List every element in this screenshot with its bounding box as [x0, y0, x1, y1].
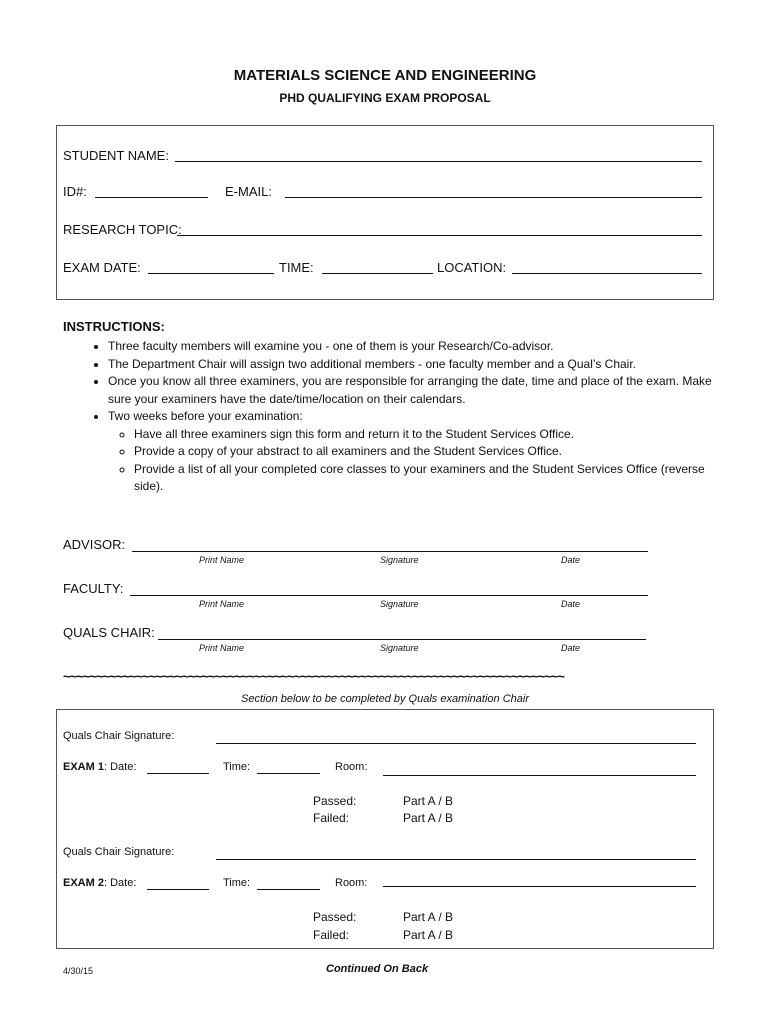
exam2-room-field[interactable] — [383, 886, 696, 887]
exam1-room-field[interactable] — [383, 775, 696, 776]
chair-signature-label-1: Quals Chair Signature: — [63, 730, 175, 742]
chair-signature-line-2[interactable] — [216, 859, 696, 860]
exam2-label — [63, 877, 136, 889]
time-field[interactable] — [322, 273, 433, 274]
advisor-label: ADVISOR: — [63, 537, 126, 552]
instruction-item — [108, 408, 728, 496]
exam2-passed-label: Passed: — [313, 910, 357, 924]
exam1-date-label: : Date: — [103, 761, 137, 773]
tilde-divider: ~~~~~~~~~~~~~~~~~~~~~~~~~~~~~~~~~~~~~~~~~~~~~~~~~~~~~~~~~~~~~~~~~~~~~~~~~~~~ — [63, 669, 564, 684]
instruction-item: • Once you know all three examiners, you are responsible for arranging the date, time and place of the exam. Make sure your examiners have the date/time/location on their calendars. — [108, 373, 728, 408]
instructions-heading: INSTRUCTIONS: — [63, 319, 165, 334]
advisor-signature-caption: Signature — [380, 555, 419, 565]
chair-signature-line-1[interactable] — [216, 743, 696, 744]
exam1-label — [63, 761, 136, 773]
instruction-item-text: Two weeks before your examination: — [108, 409, 303, 423]
faculty-date-caption: Date — [561, 599, 581, 609]
exam-date-field[interactable] — [148, 273, 274, 274]
exam1-time-field[interactable] — [257, 773, 320, 774]
chair-section-note: Section below to be completed by Quals examination Chair — [241, 693, 529, 705]
research-topic-label: RESEARCH TOPIC: — [63, 222, 182, 237]
exam2-failed-label: Failed: — [313, 928, 350, 942]
exam2-room-label: Room: — [335, 877, 368, 889]
faculty-signature-caption: Signature — [380, 599, 419, 609]
quals-chair-print-name-caption: Print Name — [199, 643, 245, 653]
quals-chair-date-caption: Date — [561, 643, 581, 653]
exam1-time-label: Time: — [223, 761, 251, 773]
chair-section-box — [56, 709, 714, 949]
exam1-failed-label: Failed: — [313, 811, 350, 825]
email-field[interactable] — [285, 197, 702, 198]
exam1-passed-part[interactable]: Part A / B — [403, 794, 454, 808]
instruction-item: • The Department Chair will assign two additional members - one faculty member and a Qual’s Chair. — [108, 356, 728, 374]
exam1-passed-label: Passed: — [313, 794, 357, 808]
continued-on-back: Continued On Back — [326, 963, 429, 975]
instruction-item: • Three faculty members will examine you - one of them is your Research/Co-advisor. — [108, 338, 728, 356]
id-field[interactable] — [95, 197, 208, 198]
id-label: ID#: — [63, 184, 87, 199]
instruction-subitem: ◦ Have all three examiners sign this form and return it to the Student Services Office. — [134, 426, 728, 444]
advisor-date-caption: Date — [561, 555, 581, 565]
exam2-date-label: : Date: — [103, 877, 137, 889]
advisor-signature-line[interactable] — [132, 551, 648, 552]
exam2-passed-part[interactable]: Part A / B — [403, 910, 454, 924]
exam1-title: EXAM 1 — [63, 761, 104, 773]
quals-chair-signature-line[interactable] — [158, 639, 646, 640]
exam1-date-field[interactable] — [147, 773, 209, 774]
advisor-print-name-caption: Print Name — [199, 555, 245, 565]
instructions-list — [88, 338, 728, 496]
exam2-failed-part[interactable]: Part A / B — [403, 928, 454, 942]
form-title: MATERIALS SCIENCE AND ENGINEERING — [233, 67, 537, 84]
location-field[interactable] — [512, 273, 702, 274]
faculty-label: FACULTY: — [63, 581, 124, 596]
time-label: TIME: — [279, 260, 314, 275]
chair-signature-label-2: Quals Chair Signature: — [63, 846, 175, 858]
faculty-signature-line[interactable] — [130, 595, 648, 596]
form-version-date: 4/30/15 — [63, 966, 94, 976]
email-label: E-MAIL: — [225, 184, 272, 199]
exam-date-label: EXAM DATE: — [63, 260, 141, 275]
exam1-failed-part[interactable]: Part A / B — [403, 811, 454, 825]
faculty-print-name-caption: Print Name — [199, 599, 245, 609]
form-subtitle: PHD QUALIFYING EXAM PROPOSAL — [279, 91, 491, 105]
student-name-label: STUDENT NAME: — [63, 148, 169, 163]
student-name-field[interactable] — [175, 161, 702, 162]
exam1-room-label: Room: — [335, 761, 368, 773]
instruction-subitem: ◦ Provide a copy of your abstract to all examiners and the Student Services Office. — [134, 443, 728, 461]
quals-chair-label: QUALS CHAIR: — [63, 625, 155, 640]
instruction-subitem: ◦ Provide a list of all your completed core classes to your examiners and the Student Services Office (reverse side). — [134, 461, 728, 496]
exam2-time-field[interactable] — [257, 889, 320, 890]
instruction-sublist — [108, 426, 728, 496]
research-topic-field[interactable] — [177, 235, 702, 236]
exam2-date-field[interactable] — [147, 889, 209, 890]
quals-chair-signature-caption: Signature — [380, 643, 419, 653]
exam2-time-label: Time: — [223, 877, 251, 889]
exam2-title: EXAM 2 — [63, 877, 104, 889]
location-label: LOCATION: — [437, 260, 507, 275]
